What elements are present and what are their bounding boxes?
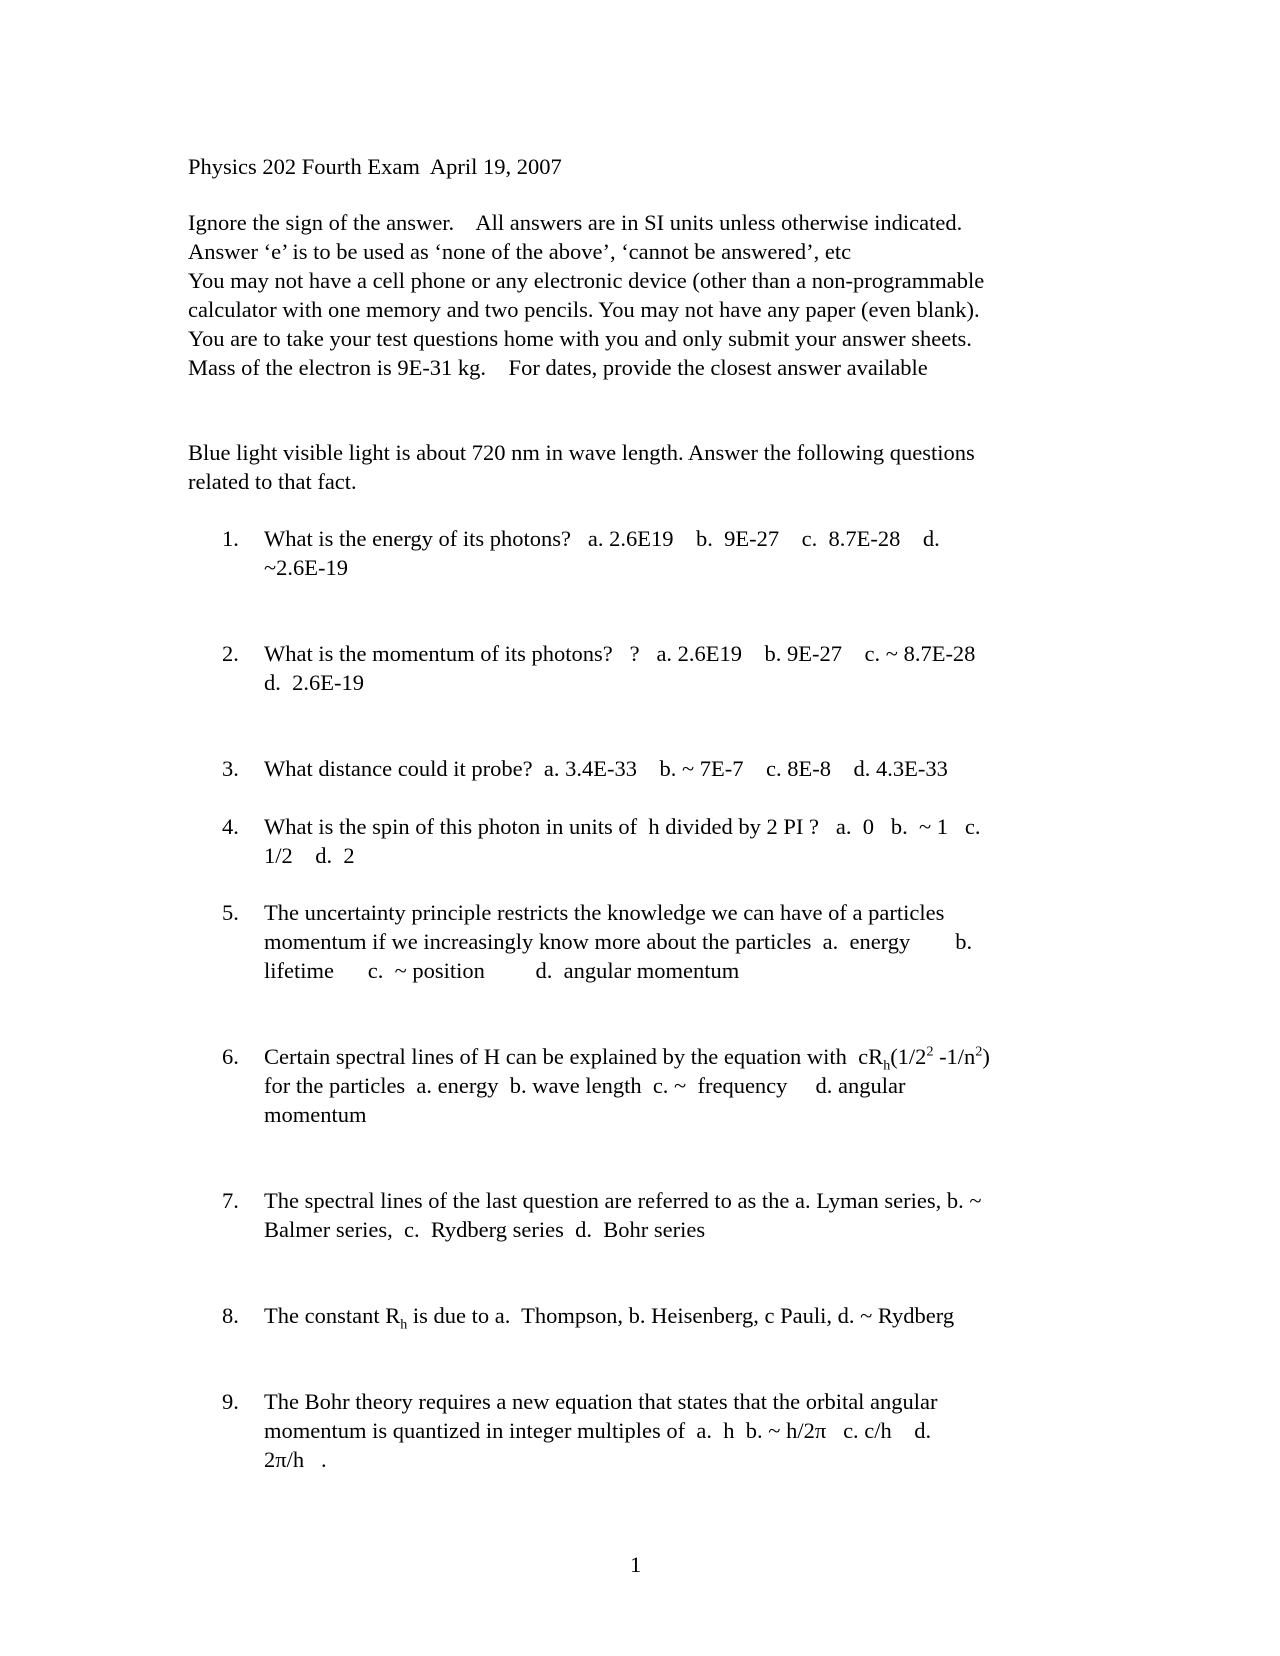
question-text: [264, 813, 1084, 871]
question-number: 6.: [222, 1044, 239, 1069]
question-number: 3.: [222, 756, 239, 781]
question-line: What is the spin of this photon in units of h divided by 2 PI ? a. 0 b. ~ 1 c.: [264, 814, 981, 839]
question-text: [264, 1043, 1084, 1130]
question-text: [264, 525, 1084, 583]
instruction-line: You are to take your test questions home with you and only submit your answer sheets.: [188, 326, 972, 351]
page-number: 1: [630, 1552, 642, 1577]
question-text-part: The constant R: [264, 1303, 401, 1328]
question-line: ~2.6E-19: [264, 555, 349, 580]
intro-line: related to that fact.: [188, 469, 357, 494]
question-line: The uncertainty principle restricts the knowledge we can have of a particles: [264, 900, 945, 925]
subscript: h: [883, 1058, 891, 1074]
instruction-line: Ignore the sign of the answer. All answers are in SI units unless otherwise indicated.: [188, 210, 963, 235]
question-number: 8.: [222, 1303, 239, 1328]
question-line: momentum if we increasingly know more about the particles a. energy b.: [264, 929, 973, 954]
superscript: 2: [926, 1044, 934, 1060]
question-line: What is the energy of its photons? a. 2.6E19 b. 9E-27 c. 8.7E-28 d.: [264, 526, 940, 551]
question-line: The spectral lines of the last question are referred to as the a. Lyman series, b. ~: [264, 1188, 982, 1213]
exam-title: Physics 202 Fourth Exam April 19, 2007: [188, 154, 562, 179]
question-number: 4.: [222, 814, 239, 839]
instructions-block: [188, 209, 1088, 383]
question-line: 1/2 d. 2: [264, 843, 355, 868]
question-line: for the particles a. energy b. wave length c. ~ frequency d. angular: [264, 1073, 906, 1098]
equation-text: -1/n: [933, 1044, 976, 1069]
question-line-equation: [264, 1302, 1084, 1331]
equation-text: ): [982, 1044, 990, 1069]
question-text: [264, 755, 1084, 784]
instruction-line: You may not have a cell phone or any electronic device (other than a non-programmable: [188, 268, 985, 293]
question-line: Balmer series, c. Rydberg series d. Bohr series: [264, 1217, 706, 1242]
equation-text: (1/2: [890, 1044, 927, 1069]
question-line: momentum is quantized in integer multiples of a. h b. ~ h/2π c. c/h d.: [264, 1418, 932, 1443]
question-line: 2π/h .: [264, 1447, 327, 1472]
question-text: [264, 1187, 1084, 1245]
question-number: 2.: [222, 641, 239, 666]
question-number: 7.: [222, 1188, 239, 1213]
question-line: The Bohr theory requires a new equation that states that the orbital angular: [264, 1389, 938, 1414]
question-line: lifetime c. ~ position d. angular momentum: [264, 958, 740, 983]
question-text-part: is due to a. Thompson, b. Heisenberg, c Pauli, d. ~ Rydberg: [407, 1303, 955, 1328]
equation-text: Certain spectral lines of H can be explained by the equation with cR: [264, 1044, 884, 1069]
question-text: [264, 1388, 1084, 1475]
instruction-line: calculator with one memory and two pencils. You may not have any paper (even blank).: [188, 297, 980, 322]
question-text: [264, 899, 1084, 986]
question-text: [264, 640, 1084, 698]
question-number: 5.: [222, 900, 239, 925]
subscript: h: [400, 1317, 408, 1333]
question-number: 9.: [222, 1389, 239, 1414]
intro-line: Blue light visible light is about 720 nm in wave length. Answer the following questions: [188, 440, 975, 465]
question-number: 1.: [222, 526, 239, 551]
question-text: [264, 1302, 1084, 1331]
question-line: d. 2.6E-19: [264, 670, 364, 695]
superscript: 2: [975, 1044, 983, 1060]
intro-paragraph: [188, 439, 1088, 497]
question-line: momentum: [264, 1102, 367, 1127]
instruction-line: Answer ‘e’ is to be used as ‘none of the above’, ‘cannot be answered’, etc: [188, 239, 852, 264]
question-line-equation: [264, 1043, 1084, 1072]
instruction-line: Mass of the electron is 9E-31 kg. For dates, provide the closest answer available: [188, 355, 928, 380]
question-line: What distance could it probe? a. 3.4E-33 b. ~ 7E-7 c. 8E-8 d. 4.3E-33: [264, 756, 948, 781]
question-line: What is the momentum of its photons? ? a. 2.6E19 b. 9E-27 c. ~ 8.7E-28: [264, 641, 976, 666]
